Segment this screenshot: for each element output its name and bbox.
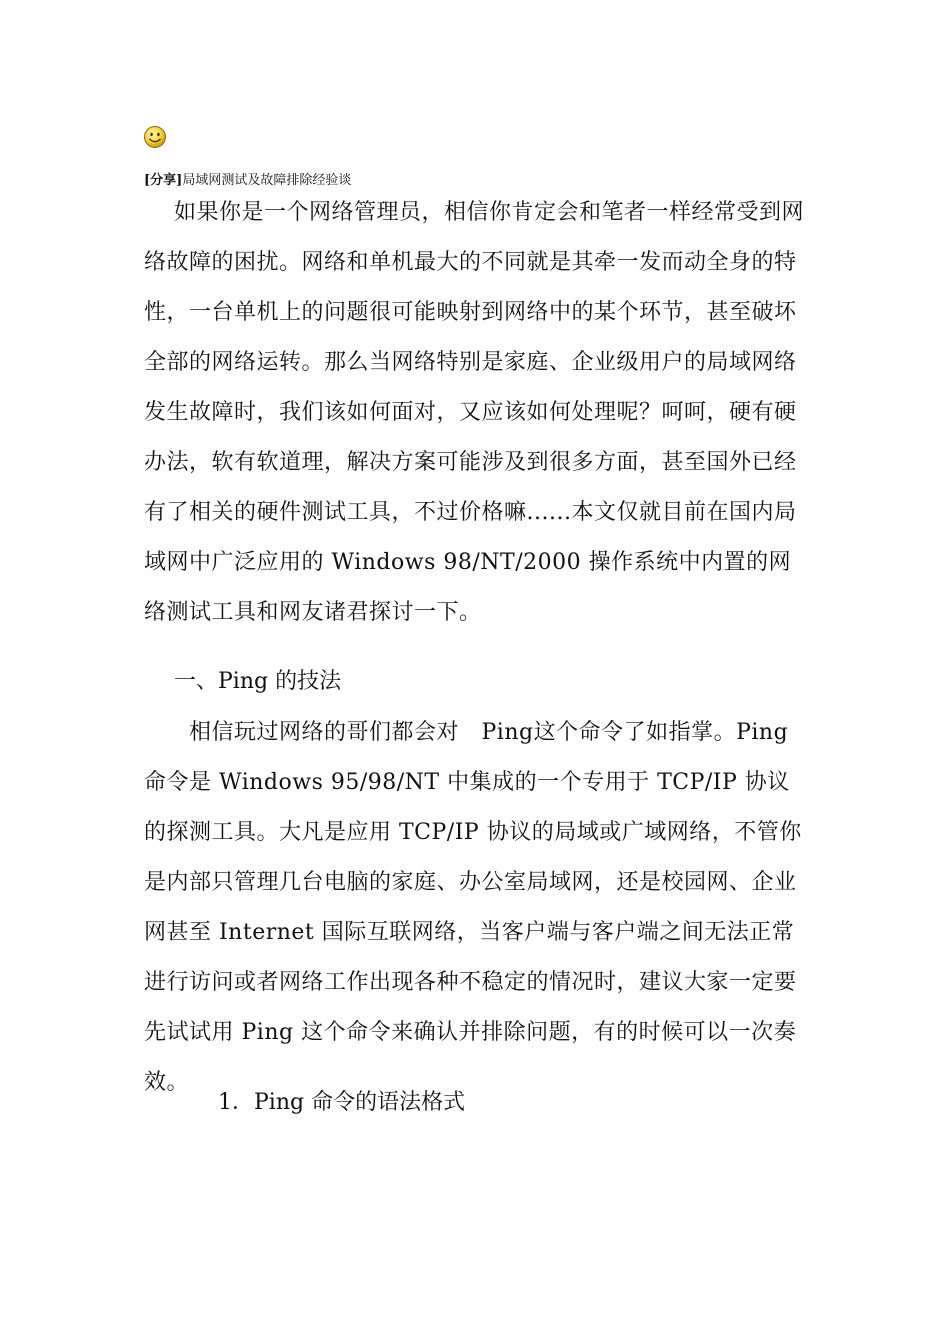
smiley-face-icon [143,125,167,149]
share-title-text: 局域网测试及故障排除经验谈 [182,173,352,188]
intro-paragraph: 如果你是一个网络管理员，相信你肯定会和笔者一样经常受到网络故障的困扰。网络和单机最大的不同就是其牵一发而动全身的特性，一台单机上的问题很可能映射到网络中的某个环节，甚至破坏全部的网络运转。那么当网络特别是家庭、企业级用户的局域网络发生故障时，我们该如何面对，又应该如何处理呢？呵呵，硬有硬办法，软有软道理，解决方案可能涉及到很多方面，甚至国外已经有了相关的硬件测试工具，不过价格嘛......本文仅就目前在国内局域网中广泛应用的 Windows 98/NT/2000 操作系统中内置的网络测试工具和网友诸君探讨一下。 [144,200,805,625]
section-heading-ping: 一、Ping 的技法 [174,669,342,694]
ping-intro-paragraph: 相信玩过网络的哥们都会对 Ping这个命令了如指掌。Ping 命令是 Windows 95/98/NT 中集成的一个专用于 TCP/IP 协议的探测工具。大凡是应用 TCP/IP 协议的局域或广域网络，不管你是内部只管理几台电脑的家庭、办公室局域网，还是校园网、企业网甚至 Internet 国际互联网络，当客户端与客户端之间无法正常进行访问或者网络工作出现各种不稳定的情况时，建议大家一定要先试试用 Ping 这个命令来确认并排除问题，有的时候可以一次奏效。 [144,720,802,1095]
subsection-heading-ping-syntax: 1．Ping 命令的语法格式 [218,1090,466,1115]
share-tag: [分享] [144,173,183,188]
